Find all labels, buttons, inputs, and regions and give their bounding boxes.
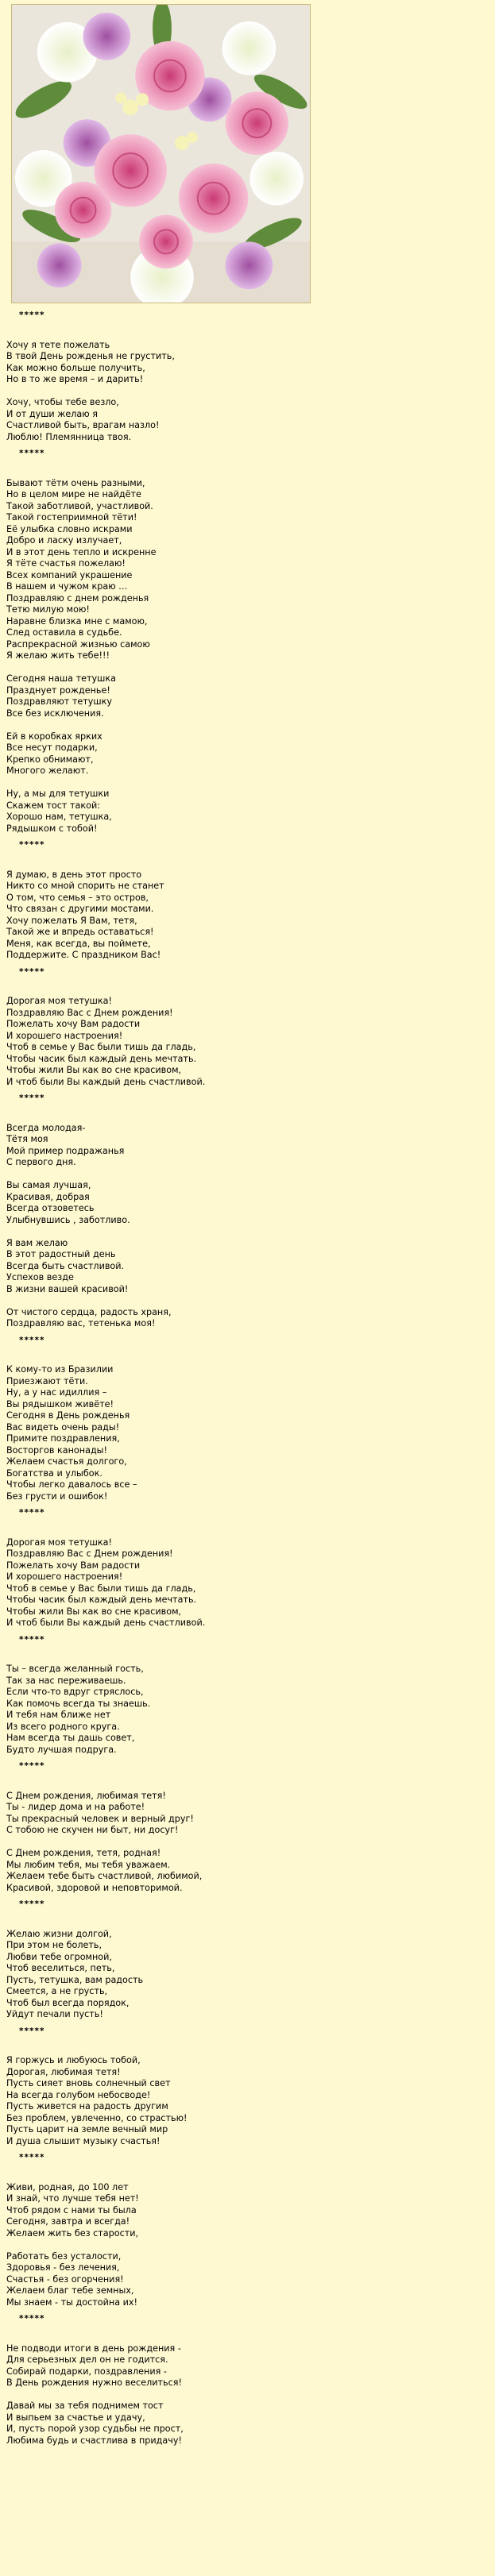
poem: К кому-то из Бразилии Приезжают тёти. Ну, а у нас идиллия – Вы рядышком живёте! Сегодня в День рожденья Вас видеть очень рады! Примите поздравления, Восторгов канонады! Желаем счастья долгого, Богатства и улыбок. Чтобы легко давалось все – Без грусти и ошибок!: [6, 1364, 137, 1502]
poem: Хочу я тете пожелать В твой День рожденья не грустить, Как можно больше получить, Но в то же время – и дарить! Хочу, чтобы тебе везло, И от души желаю я Счастливой быть, врагам назло! Люблю! Племянница твоя.: [6, 339, 175, 442]
separator: *****: [19, 1899, 45, 1909]
poem: Бывают тётм очень разными, Но в целом мире не найдёте Такой заботливой, участливой. Такой гостеприимной тёти! Её улыбка словно искрами Добро и ласку излучает, И в этот день тепло и искренне Я тёте счастья пожелаю! Всех компаний украшение В нашем и чужом краю … Поздравляю с днем рожденья Тетю милую мою! Наравне близка мне с мамою, След оставила в судьбе. Распрекрасной жизнью самою Я желаю жить тебе!!! Сегодня наша тетушка Празднует рожденье! Поздравляют тетушку Все без исключения. Ей в коробках ярких Все несут подарки, Крепко обнимают, Многого желают. Ну, а мы для тетушки Скажем тост такой: Хорошо нам, тетушка, Рядышком с тобой!: [6, 477, 157, 834]
separator: *****: [19, 1093, 45, 1103]
poem: Дорогая моя тетушка! Поздравляю Вас с Днем рождения! Пожелать хочу Вам радости И хорошего настроения! Чтоб в семье у Вас были тишь да гладь, Чтобы часик был каждый день мечтать. Чтобы жили Вы как во сне красивом, И чтоб были Вы каждый день счастливой.: [6, 1537, 206, 1628]
poem: Я горжусь и любуюсь тобой, Дорогая, любимая тетя! Пусть сияет вновь солнечный свет На всегда голубом небосводе! Пусть живется на радость другим Без проблем, увлеченно, со страстью! Пусть царит на земле вечный мир И душа слышит музыку счастья!: [6, 2055, 188, 2146]
flower-bouquet-image: [11, 4, 311, 303]
poems-list: [6, 305, 483, 2447]
separator: *****: [19, 310, 45, 320]
poem: С Днем рождения, любимая тетя! Ты - лидер дома и на работе! Ты прекрасный человек и верный друг! С тобою не скучен ни быт, ни досуг! С Днем рождения, тетя, родная! Мы любим тебя, мы тебя уважаем. Желаем тебе быть счастливой, любимой, Красивой, здоровой и неповторимой.: [6, 1790, 203, 1893]
poem: Всегда молодая- Тётя моя Мой пример подражанья С первого дня. Вы самая лучшая, Красивая, добрая Всегда отзоветесь Улыбнувшись , заботливо. Я вам желаю В этот радостный день Всегда быть счастливой. Успехов везде В жизни вашей красивой! От чистого сердца, радость храня, Поздравляю вас, тетенька моя!: [6, 1122, 172, 1328]
separator: *****: [19, 2153, 45, 2162]
poem: Живи, родная, до 100 лет И знай, что лучше тебя нет! Чтоб рядом с нами ты была Сегодня, завтра и всегда! Желаем жить без старости, Работать без усталости, Здоровья - без лечения, Счастья - без огорчения! Желаем благ тебе земных, Мы знаем - ты достойна их!: [6, 2181, 139, 2308]
poem: Дорогая моя тетушка! Поздравляю Вас с Днем рождения! Пожелать хочу Вам радости И хорошего настроения! Чтоб в семье у Вас были тишь да гладь, Чтобы часик был каждый день мечтать. Чтобы жили Вы как во сне красивом, И чтоб были Вы каждый день счастливой.: [6, 996, 206, 1087]
bouquet-illustration: [12, 5, 310, 303]
separator: *****: [19, 2026, 45, 2036]
separator: *****: [19, 2314, 45, 2323]
separator: *****: [19, 1335, 45, 1345]
separator: *****: [19, 1634, 45, 1645]
poem: Желаю жизни долгой, При этом не болеть, Любви тебе огромной, Чтоб веселиться, петь, Пусть, тетушка, вам радость Смеется, а не грусть, Чтоб был всегда порядок, Уйдут печали пусть!: [6, 1928, 144, 2019]
poem: Я думаю, в день этот просто Никто со мной спорить не станет О том, что семья – это остров, Что связан с другими мостами. Хочу пожелать Я Вам, тетя, Такой же и впредь оставаться! Меня, как всегда, вы поймете, Поддержите. С праздником Вас!: [6, 869, 164, 960]
poem: Не подводи итоги в день рождения - Для серьезных дел он не годится. Собирай подарки, поздравления - В День рождения нужно веселиться! Давай мы за тебя поднимем тост И выпьем за счастье и удачу, И, пусть порой узор судьбы не прост, Любима будь и счастлива в придачу!: [6, 2343, 184, 2446]
separator: *****: [19, 449, 45, 458]
poem: Ты – всегда желанный гость, Так за нас переживаешь. Если что-то вдруг стряслось, Как помочь всегда ты знаешь. И тебя нам ближе нет Из всего родного круга. Нам всегда ты дашь совет, Будто лучшая подруга.: [6, 1664, 151, 1755]
separator: *****: [19, 840, 45, 850]
separator: *****: [19, 966, 45, 977]
separator: *****: [19, 1761, 45, 1771]
separator: *****: [19, 1508, 45, 1517]
